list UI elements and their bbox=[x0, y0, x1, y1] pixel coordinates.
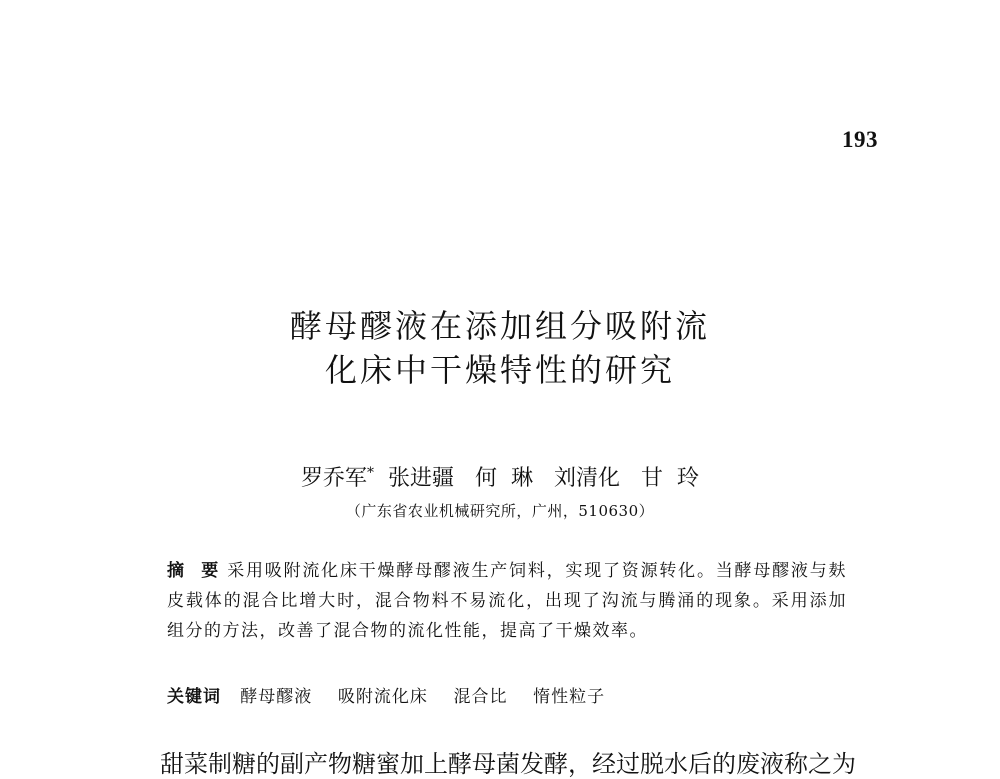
abstract-text: 采用吸附流化床干燥酵母醪液生产饲料，实现了资源转化。当酵母醪液与麸皮载体的混合比增大时，混合物料不易流化，出现了沟流与腾涌的现象。采用添加组分的方法，改善了混合物的流化性能，提高了干燥效率。 bbox=[167, 561, 847, 641]
keywords-label: 关键词 bbox=[167, 687, 221, 707]
abstract-label: 摘 要 bbox=[167, 561, 220, 581]
body-text-start: 甜菜制糖的副产物糖蜜加上酵母菌发酵，经过脱水后的废液称之为 bbox=[160, 750, 856, 778]
keywords-text: 酵母醪液 吸附流化床 混合比 惰性粒子 bbox=[240, 687, 606, 707]
page-number: 193 bbox=[842, 127, 878, 152]
title-line-2: 化床中干燥特性的研究 bbox=[324, 351, 675, 389]
title-line-1: 酵母醪液在添加组分吸附流 bbox=[289, 307, 710, 345]
keywords bbox=[167, 682, 847, 707]
author-names-first: 罗乔军 bbox=[301, 466, 368, 491]
author-names-rest: 张进疆 何 琳 刘清化 甘 玲 bbox=[374, 466, 699, 491]
corresponding-author-marker: * bbox=[367, 465, 375, 481]
affiliation: （广东省农业机械研究所，广州，510630） bbox=[345, 502, 655, 520]
abstract bbox=[167, 556, 847, 646]
author-list bbox=[0, 461, 1000, 492]
